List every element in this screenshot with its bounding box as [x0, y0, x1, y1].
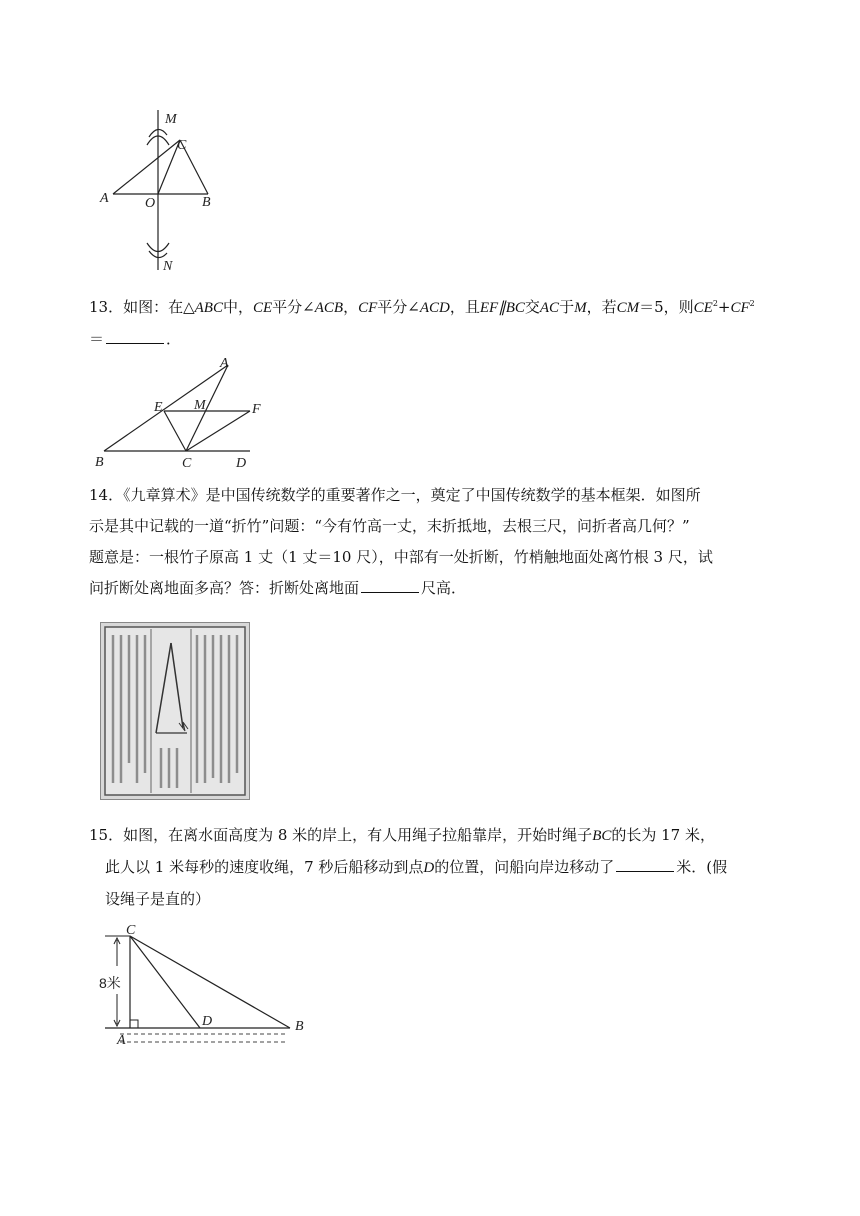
label-E: E — [154, 400, 163, 415]
label-N: N — [163, 259, 173, 274]
figure-15-boat-rope — [95, 922, 315, 1052]
label-C: C — [182, 456, 192, 470]
label-height: 8米 — [99, 975, 121, 991]
answer-blank-15[interactable] — [616, 857, 674, 872]
figure-13-triangle — [90, 355, 270, 470]
label-O: O — [145, 196, 156, 211]
ancient-book-illustration — [100, 622, 250, 800]
label-F: F — [252, 402, 261, 417]
problem-14: 14．《九章算术》是中国传统数学的重要著作之一，奠定了中国传统数学的基本框架．如图所 示是其中记载的一道“折竹”问题：“今有竹高一丈，末折抵地，去根三尺，问折者高几何？” 题意是：一根竹子原高 1 丈（1 丈＝10 尺），中部有一处折断，竹梢触地面处离竹根 3 尺，试 问折断处离地面多高？答：折断处离地面 尺高． — [89, 486, 713, 597]
figure-12-perpendicular-bisector — [95, 105, 225, 275]
label-A: A — [100, 191, 109, 206]
problem-13: 13．如图：在△ABC中，CE平分∠ACB，CF平分∠ACD，且EF∥BC交AC于M，若CM＝5，则$CE^2+CF^2$ ＝ ． — [89, 298, 755, 348]
book-page-drawing — [101, 623, 249, 799]
problem-15: 15．如图，在离水面高度为 8 米的岸上，有人用绳子拉船靠岸，开始时绳子BC的长为 17 米， 此人以 1 米每秒的速度收绳，7 秒后船移动到点D的位置，问船向岸边移动了 米．(假 设绳子是直的） — [89, 826, 728, 908]
answer-blank-14[interactable] — [361, 578, 419, 593]
label-C: C — [177, 138, 187, 153]
label-D: D — [202, 1014, 213, 1029]
label-A: A — [117, 1033, 126, 1048]
label-B: B — [95, 455, 104, 470]
label-D: D — [236, 456, 247, 470]
label-B: B — [295, 1019, 304, 1034]
label-A: A — [220, 356, 229, 371]
label-M: M — [165, 112, 177, 127]
label-C: C — [126, 923, 136, 938]
label-B: B — [202, 195, 211, 210]
answer-blank-13[interactable] — [106, 329, 164, 344]
label-M: M — [194, 398, 206, 413]
